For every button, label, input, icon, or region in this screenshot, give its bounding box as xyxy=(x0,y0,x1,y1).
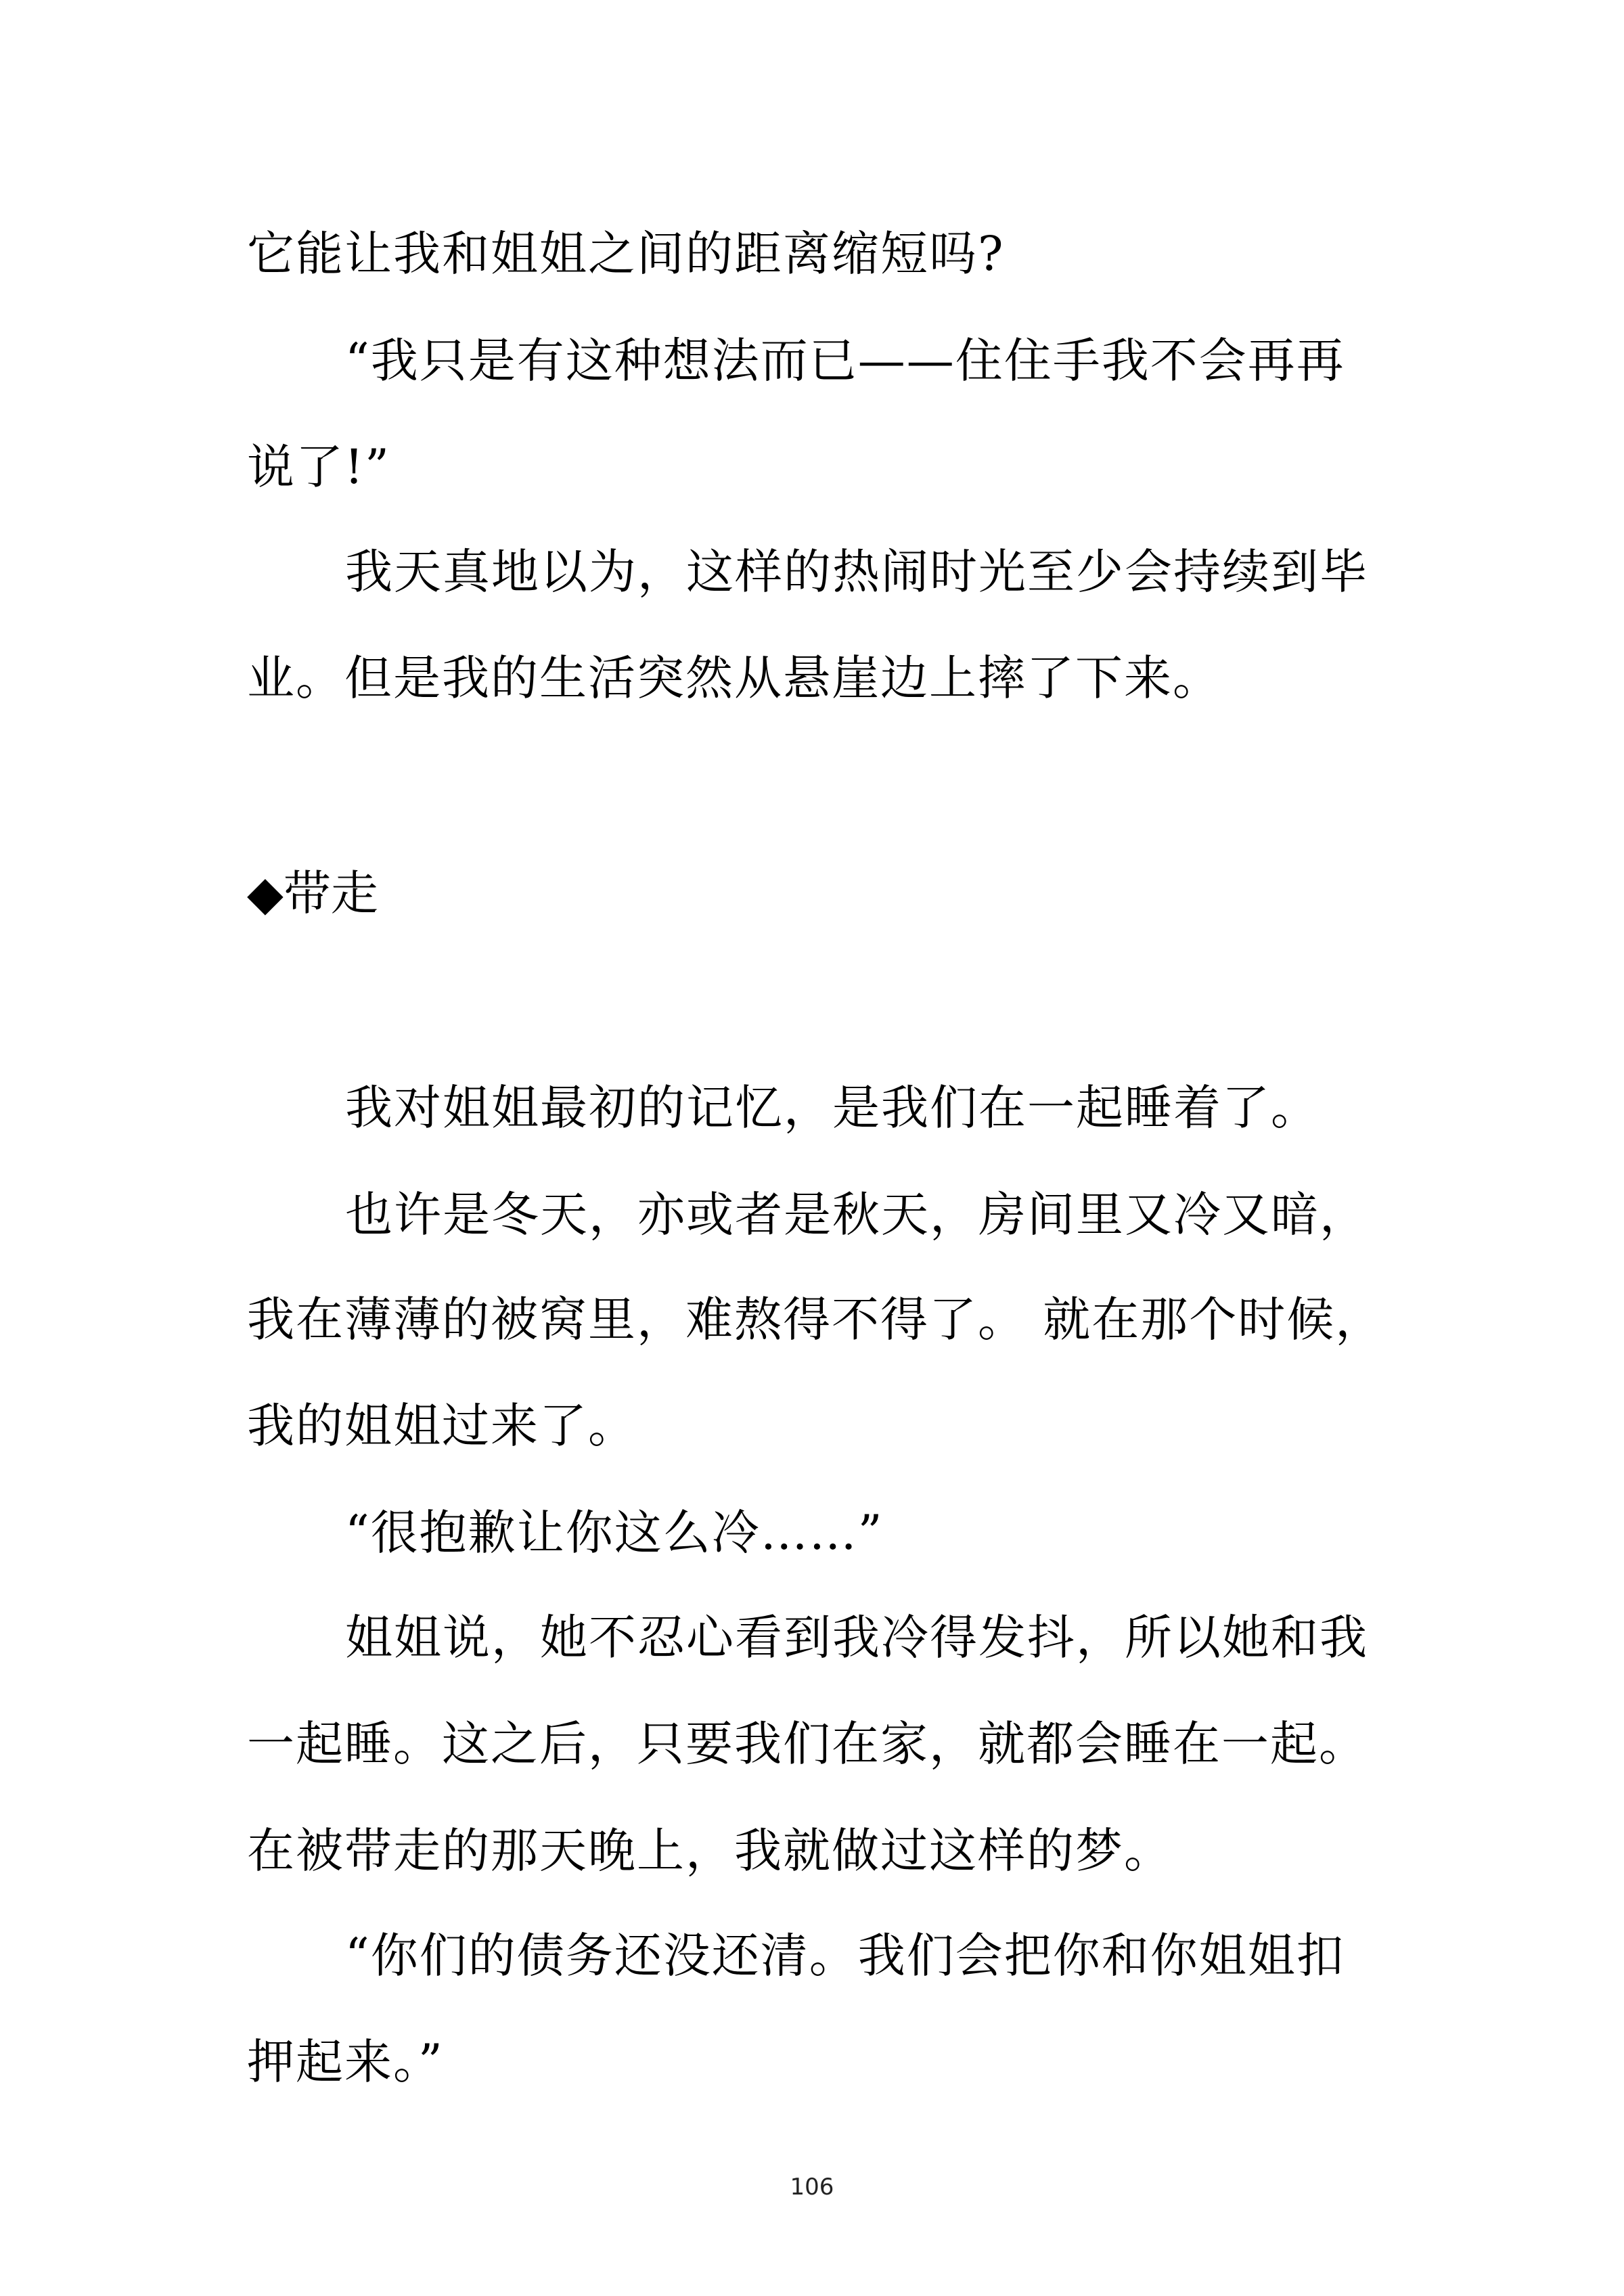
text-line-4: 我天真地以为，这样的热闹时光至少会持续到毕 xyxy=(345,544,1368,600)
text-line-6: 我对姐姐最初的记忆，是我们在一起睡着了。 xyxy=(345,1080,1320,1135)
text-line-7: 也许是冬天，亦或者是秋天，房间里又冷又暗， xyxy=(345,1187,1368,1242)
text-line-11: 姐姐说，她不忍心看到我冷得发抖，所以她和我 xyxy=(345,1610,1368,1665)
text-line-5: 业。但是我的生活突然从悬崖边上摔了下来。 xyxy=(247,650,1221,706)
text-line-10: “很抱歉让你这么冷……” xyxy=(345,1505,884,1560)
text-line-14: “你们的债务还没还清。我们会把你和你姐姐扣 xyxy=(345,1928,1345,1983)
section-heading: ◆带走 xyxy=(247,865,378,921)
text-line-13: 在被带走的那天晚上，我就做过这样的梦。 xyxy=(247,1823,1173,1878)
text-line-15: 押起来。” xyxy=(247,2034,444,2090)
text-line-9: 我的姐姐过来了。 xyxy=(247,1398,637,1454)
text-line-3: 说了!” xyxy=(247,439,390,495)
text-line-8: 我在薄薄的被窝里，难熬得不得了。 就在那个时候， xyxy=(247,1292,1384,1347)
text-line-2: “我只是有这种想法而已——住住手我不会再再 xyxy=(345,333,1345,388)
page-number: 106 xyxy=(790,2174,834,2201)
text-line-12: 一起睡。这之后，只要我们在家，就都会睡在一起。 xyxy=(247,1716,1368,1772)
text-line-1: 它能让我和姐姐之间的距离缩短吗? xyxy=(247,226,1005,282)
